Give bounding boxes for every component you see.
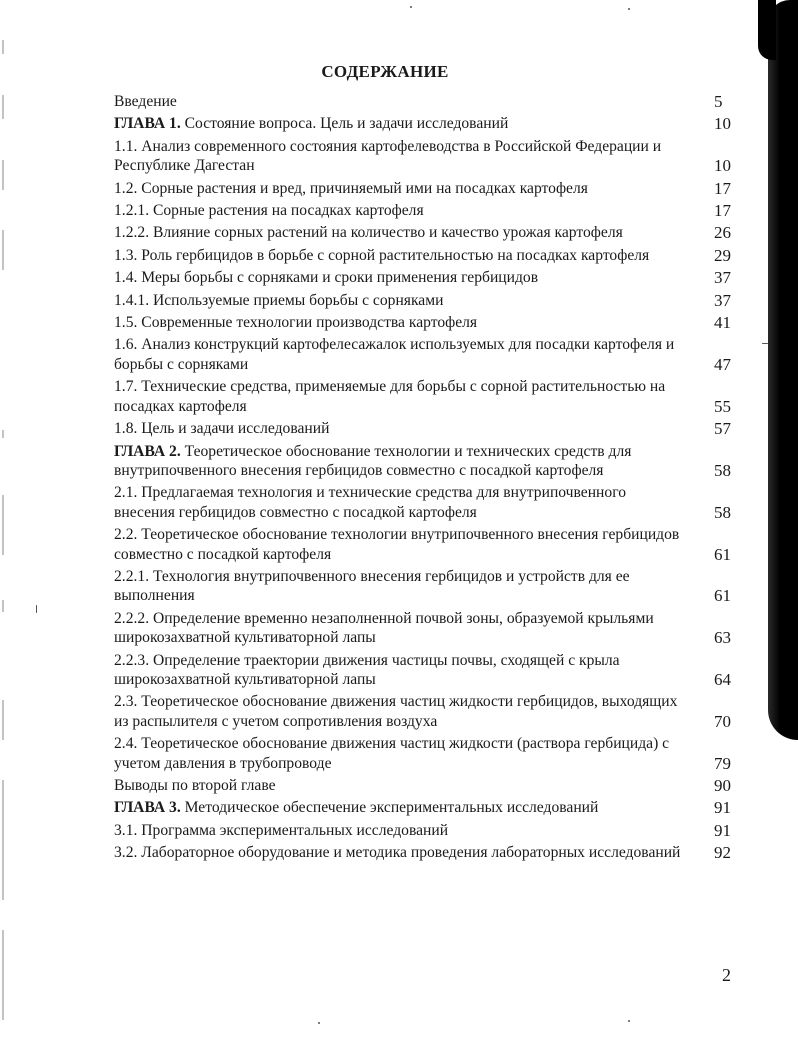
toc-entry-page: 5	[714, 92, 723, 111]
toc-entry-page: 63	[714, 628, 731, 648]
toc-entry	[114, 179, 754, 198]
toc-entry-title: 1.4.1. Используемые приемы борьбы с сорняками	[114, 291, 444, 309]
toc-entry-text	[114, 201, 682, 220]
toc-entry-title: 1.2. Сорные растения и вред, причиняемый ими на посадках картофеля	[114, 179, 588, 197]
toc-entry-text	[114, 567, 682, 606]
toc-entry	[114, 609, 754, 648]
toc-entry-page: 55	[714, 396, 731, 416]
toc-entry-page: 37	[714, 290, 731, 310]
toc-entry-page: 91	[714, 820, 731, 840]
toc-entry-page: 92	[714, 843, 731, 863]
toc-entry-text	[114, 525, 682, 564]
toc-entry-text	[114, 419, 682, 438]
toc-entry-text	[114, 821, 682, 840]
toc-entry-title: 2.2.2. Определение временно незаполненной почвой зоны, образуемой крыльями широкозахватной культиваторной лапы	[114, 609, 654, 647]
toc-entry	[114, 313, 754, 332]
toc-entry-text	[114, 442, 682, 481]
scan-noise	[2, 780, 4, 900]
toc-entry	[114, 567, 754, 606]
toc-entry-text	[114, 776, 682, 795]
toc-entry	[114, 246, 754, 265]
toc-entry	[114, 821, 754, 840]
toc-entry-text	[114, 223, 682, 242]
toc-entry-text	[114, 692, 682, 731]
toc-entry-title: Выводы по второй главе	[114, 777, 276, 794]
toc-entry-title: 2.2. Теоретическое обоснование технологии внутрипочвенного внесения гербицидов совместно с посадкой картофеля	[114, 526, 680, 563]
toc-entry	[114, 201, 754, 220]
toc-entry-title: 2.1. Предлагаемая технология и технические средства для внутрипочвенного внесения гербицидов совместно с посадкой картофеля	[114, 484, 627, 521]
chapter-label: ГЛАВА 3.	[114, 799, 181, 817]
toc-entry	[114, 525, 754, 564]
toc-entry-text	[114, 483, 682, 522]
toc-entry	[114, 419, 754, 438]
toc-entry-page: 58	[714, 460, 731, 480]
toc-entry-text	[114, 137, 682, 176]
toc-entry-title: Введение	[114, 93, 177, 110]
chapter-label: ГЛАВА 1.	[114, 115, 181, 133]
toc-entry-text	[114, 798, 682, 817]
toc-entry-page: 41	[714, 313, 731, 333]
toc-entry	[114, 798, 754, 817]
toc-entry	[114, 223, 754, 242]
scan-speck	[762, 343, 768, 344]
toc-entry-text	[114, 843, 682, 862]
toc-entry-title: 1.6. Анализ конструкций картофелесажалок используемых для посадки картофеля и борьбы с сорняками	[114, 336, 675, 373]
toc-entry-title: 2.2.3. Определение траектории движения частицы почвы, сходящей с крыла широкозахватной культиваторной лапы	[114, 651, 620, 688]
toc-entry	[114, 692, 754, 731]
scan-speck	[318, 1022, 320, 1024]
toc-entry-text	[114, 92, 682, 111]
toc-entry-page: 58	[714, 502, 731, 522]
toc-entry	[114, 442, 754, 481]
toc-entry-page: 91	[714, 798, 731, 818]
toc-entry-page: 37	[714, 268, 731, 288]
scan-speck	[628, 8, 630, 10]
scan-noise	[2, 495, 4, 555]
scan-edge-shadow	[768, 0, 798, 740]
chapter-label: ГЛАВА 2.	[114, 442, 181, 460]
toc-entry-text	[114, 179, 682, 198]
toc-entry-title: Теоретическое обоснование технологии и технических средств для внутрипочвенного внесения гербицидов совместно с посадкой картофеля	[114, 442, 632, 479]
scan-noise	[2, 930, 4, 1020]
toc-entry-text	[114, 313, 682, 332]
toc-entry	[114, 335, 754, 374]
toc-entry-page: 17	[714, 178, 731, 198]
toc-entry-title: Состояние вопроса. Цель и задачи исследований	[180, 115, 509, 133]
toc-entry	[114, 377, 754, 416]
scan-noise	[2, 230, 4, 270]
toc-entry	[114, 114, 754, 133]
scan-noise	[2, 700, 4, 740]
toc-entry-title: 1.2.2. Влияние сорных растений на количество и качество урожая картофеля	[114, 224, 623, 242]
toc-entry	[114, 92, 754, 111]
toc-entry-page: 61	[714, 586, 731, 606]
toc-entry-page: 57	[714, 419, 731, 439]
scan-noise	[2, 95, 4, 119]
toc-entry-page: 47	[714, 354, 731, 374]
toc-entry-text	[114, 651, 682, 690]
toc-entry-title: 1.2.1. Сорные растения на посадках картофеля	[114, 202, 424, 220]
toc-entry	[114, 483, 754, 522]
toc-entry-page: 64	[714, 669, 731, 689]
scan-noise	[2, 600, 4, 612]
scan-edge-top	[758, 0, 776, 60]
toc-entry-text	[114, 268, 682, 287]
toc-entry	[114, 651, 754, 690]
toc-entry-title: 2.4. Теоретическое обоснование движения частиц жидкости (раствора гербицида) с учетом давления в трубопроводе	[114, 735, 670, 772]
toc-entry-text	[114, 335, 682, 374]
toc-entry-title: 1.5. Современные технологии производства картофеля	[114, 314, 478, 332]
toc-entry-page: 61	[714, 544, 731, 564]
page-number: 2	[722, 965, 731, 985]
toc-entry-title: 1.1. Анализ современного состояния картофелеводства в Российской Федерации и Республике Дагестан	[114, 137, 662, 175]
toc-entry-title: 1.7. Технические средства, применяемые для борьбы с сорной растительностью на посадках картофеля	[114, 378, 666, 415]
scan-noise	[2, 160, 4, 190]
table-of-contents	[114, 92, 754, 863]
toc-entry	[114, 776, 754, 795]
toc-entry-text	[114, 114, 682, 133]
toc-entry-page: 17	[714, 201, 731, 221]
toc-entry-text	[114, 291, 682, 310]
toc-entry-title: Методическое обеспечение экспериментальных исследований	[180, 799, 599, 817]
toc-entry-title: 3.2. Лабораторное оборудование и методика проведения лабораторных исследований	[114, 844, 681, 862]
toc-entry	[114, 291, 754, 310]
scan-speck	[410, 6, 412, 8]
toc-title: СОДЕРЖАНИЕ	[321, 62, 449, 81]
toc-entry-title: 1.8. Цель и задачи исследований	[114, 420, 330, 438]
scan-noise	[2, 40, 4, 54]
toc-entry-title: 3.1. Программа экспериментальных исследований	[114, 821, 449, 839]
scan-noise	[2, 430, 4, 438]
toc-entry	[114, 268, 754, 287]
toc-entry-title: 1.4. Меры борьбы с сорняками и сроки применения гербицидов	[114, 269, 539, 287]
toc-entry-page: 70	[714, 711, 731, 731]
toc-entry-page: 10	[714, 156, 731, 176]
toc-entry-page: 79	[714, 753, 731, 773]
toc-entry-page: 29	[714, 245, 731, 265]
toc-entry-title: 1.3. Роль гербицидов в борьбе с сорной растительностью на посадках картофеля	[114, 246, 650, 264]
scan-speck	[628, 1020, 630, 1022]
toc-entry-page: 90	[714, 776, 731, 795]
toc-entry-text	[114, 734, 682, 773]
toc-entry-title: 2.3. Теоретическое обоснование движения частиц жидкости гербицидов, выходящих из распылителя с учетом сопротивления воздуха	[114, 693, 678, 730]
toc-entry-text	[114, 246, 682, 265]
toc-entry-text	[114, 377, 682, 416]
toc-entry	[114, 137, 754, 176]
toc-entry	[114, 843, 754, 862]
scan-speck	[36, 605, 37, 613]
toc-entry-page: 26	[714, 223, 731, 243]
toc-entry-title: 2.2.1. Технология внутрипочвенного внесения гербицидов и устройств для ее выполнения	[114, 567, 630, 605]
toc-entry-page: 10	[714, 114, 731, 134]
toc-entry	[114, 734, 754, 773]
toc-entry-text	[114, 609, 682, 648]
